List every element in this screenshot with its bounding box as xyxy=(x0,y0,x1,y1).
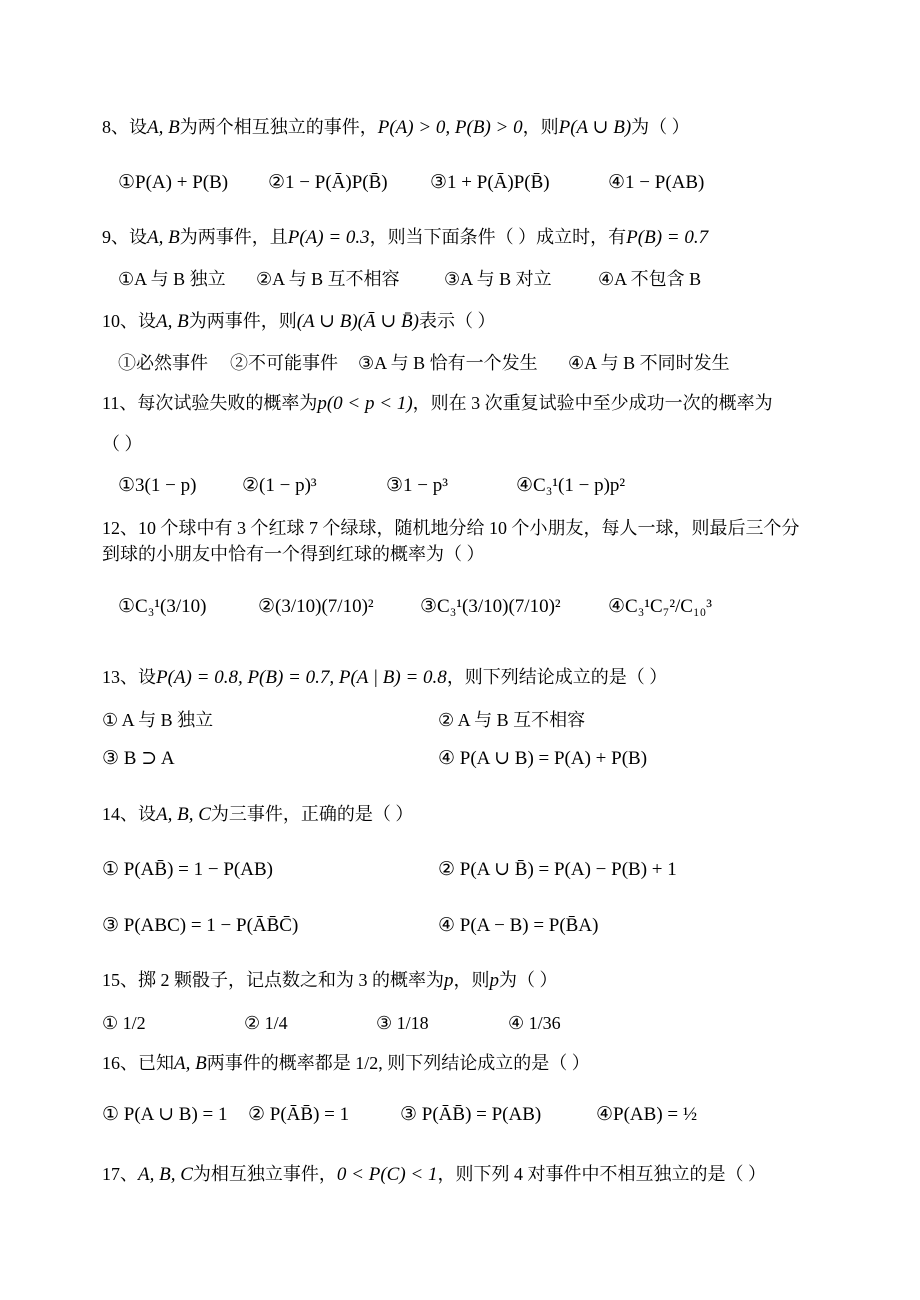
q16-option-3[interactable]: ③ P(ĀB̄) = P(AB) xyxy=(400,1104,542,1125)
q14-math: A, B, C xyxy=(156,804,211,825)
question-10-stem xyxy=(102,309,495,334)
q13-text: ，则下列结论成立的是（ ） xyxy=(446,667,668,687)
q12-option-1[interactable]: ①C₃¹(3/10) xyxy=(118,596,207,617)
q10-prefix: 10、设 xyxy=(102,311,156,331)
q10-text: 为两事件，则 xyxy=(188,311,297,331)
q17-math-condition: 0 < P(C) < 1 xyxy=(336,1164,438,1185)
q13-math: P(A) = 0.8, P(B) = 0.7, P(A | B) = 0.8 xyxy=(156,667,447,688)
q16-prefix: 16、已知 xyxy=(102,1053,174,1073)
q14-text: 为三事件，正确的是（ ） xyxy=(210,804,414,824)
q17-math-events: A, B, C xyxy=(138,1164,193,1185)
question-15-stem xyxy=(102,968,558,993)
question-16-stem xyxy=(102,1051,590,1076)
q15-math-p2: p xyxy=(489,970,499,991)
q11-text: ，则在 3 次重复试验中至少成功一次的概率为 xyxy=(412,393,773,413)
question-8-stem xyxy=(102,115,690,140)
q10-option-4[interactable]: ④A 与 B 不同时发生 xyxy=(568,353,730,373)
q15-text: ，则 xyxy=(453,970,490,990)
q16-option-1[interactable]: ① P(A ∪ B) = 1 xyxy=(102,1104,228,1125)
q9-math-condition: P(A) = 0.3 xyxy=(287,227,370,248)
q10-math-expr: (A ∪ B)(Ā ∪ B̄) xyxy=(296,311,419,332)
q10-option-2[interactable]: ②不可能事件 xyxy=(230,353,338,373)
q9-text-2: ，则当下面条件（ ）成立时，有 xyxy=(369,227,627,247)
q16-text: 两事件的概率都是 1/2, 则下列结论成立的是（ ） xyxy=(206,1053,590,1073)
q9-math-target: P(B) = 0.7 xyxy=(626,227,709,248)
q8-text: 为两个相互独立的事件， xyxy=(179,117,378,137)
q14-option-2[interactable]: ② P(A ∪ B̄) = P(A) − P(B) + 1 xyxy=(438,859,677,880)
q10-math-events: A, B xyxy=(156,311,189,332)
q8-math-target: P(A ∪ B) xyxy=(558,117,632,138)
q15-option-4[interactable]: ④ 1/36 xyxy=(508,1013,561,1033)
q13-option-1[interactable]: ① A 与 B 独立 xyxy=(102,710,214,730)
q15-end: 为（ ） xyxy=(499,970,558,990)
q14-option-4[interactable]: ④ P(A − B) = P(B̄A) xyxy=(438,915,599,936)
q15-math-p: p xyxy=(444,970,454,991)
question-12-stem-line1: 12、10 个球中有 3 个红球 7 个绿球，随机地分给 10 个小朋友，每人一球，则最后三个分 xyxy=(102,518,800,538)
q13-prefix: 13、设 xyxy=(102,667,156,687)
q8-then: ，则 xyxy=(522,117,559,137)
q15-option-2[interactable]: ② 1/4 xyxy=(244,1013,288,1033)
q9-option-3[interactable]: ③A 与 B 对立 xyxy=(444,269,552,289)
q10-option-3[interactable]: ③A 与 B 恰有一个发生 xyxy=(358,353,538,373)
q11-option-4[interactable]: ④C₃¹(1 − p)p² xyxy=(516,475,626,496)
q9-text: 为两事件，且 xyxy=(179,227,288,247)
q8-option-2[interactable]: ②1 − P(Ā)P(B̄) xyxy=(268,172,388,193)
q10-option-1[interactable]: ①必然事件 xyxy=(118,353,208,373)
q13-option-2[interactable]: ② A 与 B 互不相容 xyxy=(438,710,586,730)
q15-option-1[interactable]: ① 1/2 xyxy=(102,1013,146,1033)
q14-prefix: 14、设 xyxy=(102,804,156,824)
question-12-stem-line2: 到球的小朋友中恰有一个得到红球的概率为（ ） xyxy=(102,544,485,564)
q8-math-events: A, B xyxy=(147,117,180,138)
q15-option-3[interactable]: ③ 1/18 xyxy=(376,1013,429,1033)
q11-option-3[interactable]: ③1 − p³ xyxy=(386,475,448,496)
q10-end: 表示（ ） xyxy=(418,311,496,331)
q13-option-3[interactable]: ③ B ⊃ A xyxy=(102,748,175,769)
q11-prefix: 11、每次试验失败的概率为 xyxy=(102,393,318,413)
q17-prefix: 17、 xyxy=(102,1164,138,1184)
q8-option-4[interactable]: ④1 − P(AB) xyxy=(608,172,705,193)
question-17-stem xyxy=(102,1162,766,1187)
q9-prefix: 9、设 xyxy=(102,227,147,247)
question-11-stem xyxy=(102,391,773,416)
q14-option-1[interactable]: ① P(AB̄) = 1 − P(AB) xyxy=(102,859,273,880)
q9-math-events: A, B xyxy=(147,227,180,248)
q9-option-2[interactable]: ②A 与 B 互不相容 xyxy=(256,269,400,289)
question-13-stem xyxy=(102,665,667,690)
q11-option-1[interactable]: ①3(1 − p) xyxy=(118,475,197,496)
question-11-stem-line2: （ ） xyxy=(102,434,143,454)
q8-option-3[interactable]: ③1 + P(Ā)P(B̄) xyxy=(430,172,550,193)
question-9-stem xyxy=(102,225,708,250)
question-14-stem xyxy=(102,802,413,827)
q16-option-2[interactable]: ② P(ĀB̄) = 1 xyxy=(248,1104,350,1125)
q12-option-4[interactable]: ④C₃¹C₇²/C₁₀³ xyxy=(608,596,712,617)
q8-end: 为（ ） xyxy=(631,117,690,137)
q17-end: ，则下列 4 对事件中不相互独立的是（ ） xyxy=(437,1164,766,1184)
q15-prefix: 15、掷 2 颗骰子，记点数之和为 3 的概率为 xyxy=(102,970,444,990)
q17-text: 为相互独立事件， xyxy=(192,1164,337,1184)
q12-option-3[interactable]: ③C₃¹(3/10)(7/10)² xyxy=(420,596,561,617)
q13-option-4[interactable]: ④ P(A ∪ B) = P(A) + P(B) xyxy=(438,748,648,769)
q8-prefix: 8、设 xyxy=(102,117,147,137)
q9-option-1[interactable]: ①A 与 B 独立 xyxy=(118,269,226,289)
q11-option-2[interactable]: ②(1 − p)³ xyxy=(242,475,317,496)
q11-math: p(0 < p < 1) xyxy=(317,393,413,414)
q14-option-3[interactable]: ③ P(ABC) = 1 − P(ĀB̄C̄) xyxy=(102,915,299,936)
q9-option-4[interactable]: ④A 不包含 B xyxy=(598,269,702,289)
q16-option-4[interactable]: ④P(AB) = ½ xyxy=(596,1104,698,1125)
q12-option-2[interactable]: ②(3/10)(7/10)² xyxy=(258,596,374,617)
q8-option-1[interactable]: ①P(A) + P(B) xyxy=(118,172,229,193)
q8-math-condition: P(A) > 0, P(B) > 0 xyxy=(377,117,523,138)
q16-math: A, B xyxy=(174,1053,207,1074)
